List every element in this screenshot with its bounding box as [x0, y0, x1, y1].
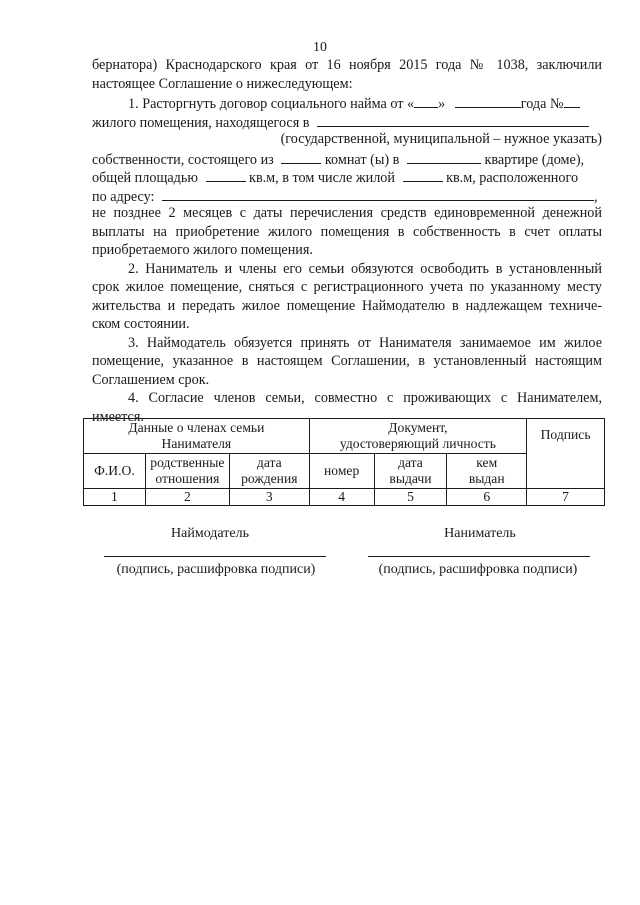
text-line: приобретаемого жилого помещения.: [92, 242, 313, 258]
text-fragment: ,: [594, 188, 598, 204]
text-fragment: собственности, состоящего из: [92, 151, 274, 167]
text-line: Соглашением срок.: [92, 371, 210, 388]
total-area-blank: [206, 167, 246, 182]
tenant-signature-line: [368, 556, 590, 557]
relation-header: родственные отношения: [145, 454, 229, 489]
text-fragment: комнат (ы) в: [324, 151, 400, 167]
table-header-row: [84, 419, 605, 454]
text-line: помещение, указанное в настоящем Соглашении, в установленный настоящим: [92, 353, 602, 369]
text-line: ском состоянии.: [92, 316, 190, 332]
text-line: настоящее Соглашение о нижеследующем:: [92, 75, 353, 92]
clause-1-line-5: [92, 167, 602, 186]
family-data-header: Данные о членах семьи Нанимателя: [84, 419, 310, 454]
signature-column-header: Подпись: [527, 419, 605, 489]
apartment-blank: [407, 149, 481, 164]
text-line: 2. Наниматель и члены его семьи обязуются освободить в установленный: [128, 260, 602, 277]
living-area-blank: [403, 167, 443, 182]
text-line: жительства и передать жилое помещение Наймодателю в надлежащем техниче-: [92, 297, 602, 314]
clause-1-line-6: [92, 186, 602, 205]
column-number: 6: [447, 489, 527, 506]
text-fragment: общей площадью: [92, 170, 198, 186]
landlord-signature-caption: (подпись, расшифровка подписи): [116, 562, 316, 577]
agreement-text-top: [92, 56, 602, 426]
column-number: 7: [527, 489, 605, 506]
column-number: 5: [374, 489, 447, 506]
text-fragment: »: [438, 96, 446, 112]
text-fragment: года №: [520, 96, 564, 112]
document-number-header: номер: [309, 454, 374, 489]
text-fragment: жилого помещения, находящегося в: [92, 114, 310, 130]
text-line: бернатора) Краснодарского края от 16 ноября 2015 года № 1038, заключили: [92, 57, 602, 73]
fio-header: Ф.И.О.: [84, 454, 146, 489]
text-fragment: квартире (доме),: [484, 151, 585, 167]
column-number: 3: [229, 489, 309, 506]
column-number: 4: [309, 489, 374, 506]
text-line: 3. Наймодатель обязуется принять от Нанимателя занимаемое им жилое: [128, 334, 602, 351]
tenant-label: Наниматель: [444, 526, 516, 541]
clause-1-line-1: [92, 93, 602, 112]
issue-date-header: дата выдачи: [374, 454, 447, 489]
text-line: имеется.: [92, 408, 144, 425]
location-blank: [317, 112, 589, 127]
column-numbers-row: [84, 489, 605, 506]
text-line: выплаты на приобретение жилого помещения в собственность в счет оплаты: [92, 223, 602, 240]
tenant-signature-caption: (подпись, расшифровка подписи): [378, 562, 578, 577]
address-blank: [162, 186, 594, 201]
text-line: не позднее 2 месяцев с даты перечисления средств единовременной денежной: [92, 205, 602, 221]
text-fragment: кв.м, в том числе жилой: [249, 170, 395, 186]
contract-month-blank: [455, 93, 521, 108]
ownership-type-hint: (государственной, муниципальной – нужное указать): [280, 131, 602, 147]
clause-1-line-4: [92, 149, 602, 168]
page-number: 10: [313, 40, 327, 55]
contract-day-blank: [414, 93, 438, 108]
landlord-label: Наймодатель: [171, 526, 249, 541]
column-number: 1: [84, 489, 146, 506]
contract-number-blank: [564, 93, 580, 108]
clause-1-line-2: [92, 112, 602, 131]
column-number: 2: [145, 489, 229, 506]
document-header: Документ, удостоверяющий личность: [309, 419, 526, 454]
text-fragment: по адресу:: [92, 188, 155, 204]
issued-by-header: кем выдан: [447, 454, 527, 489]
text-fragment: 1. Расторгнуть договор социального найма от «: [128, 96, 415, 112]
birth-date-header: дата рождения: [229, 454, 309, 489]
table-subheader-row: [84, 454, 605, 489]
text-line: срок жилое помещение, сняться с регистрационного учета по указанному месту: [92, 279, 602, 295]
landlord-signature-line: [104, 556, 326, 557]
text-line: 4. Согласие членов семьи, совместно с проживающих с Нанимателем,: [128, 390, 602, 406]
family-members-table: [83, 418, 605, 506]
text-fragment: кв.м, расположенного: [446, 170, 579, 186]
rooms-count-blank: [281, 149, 321, 164]
